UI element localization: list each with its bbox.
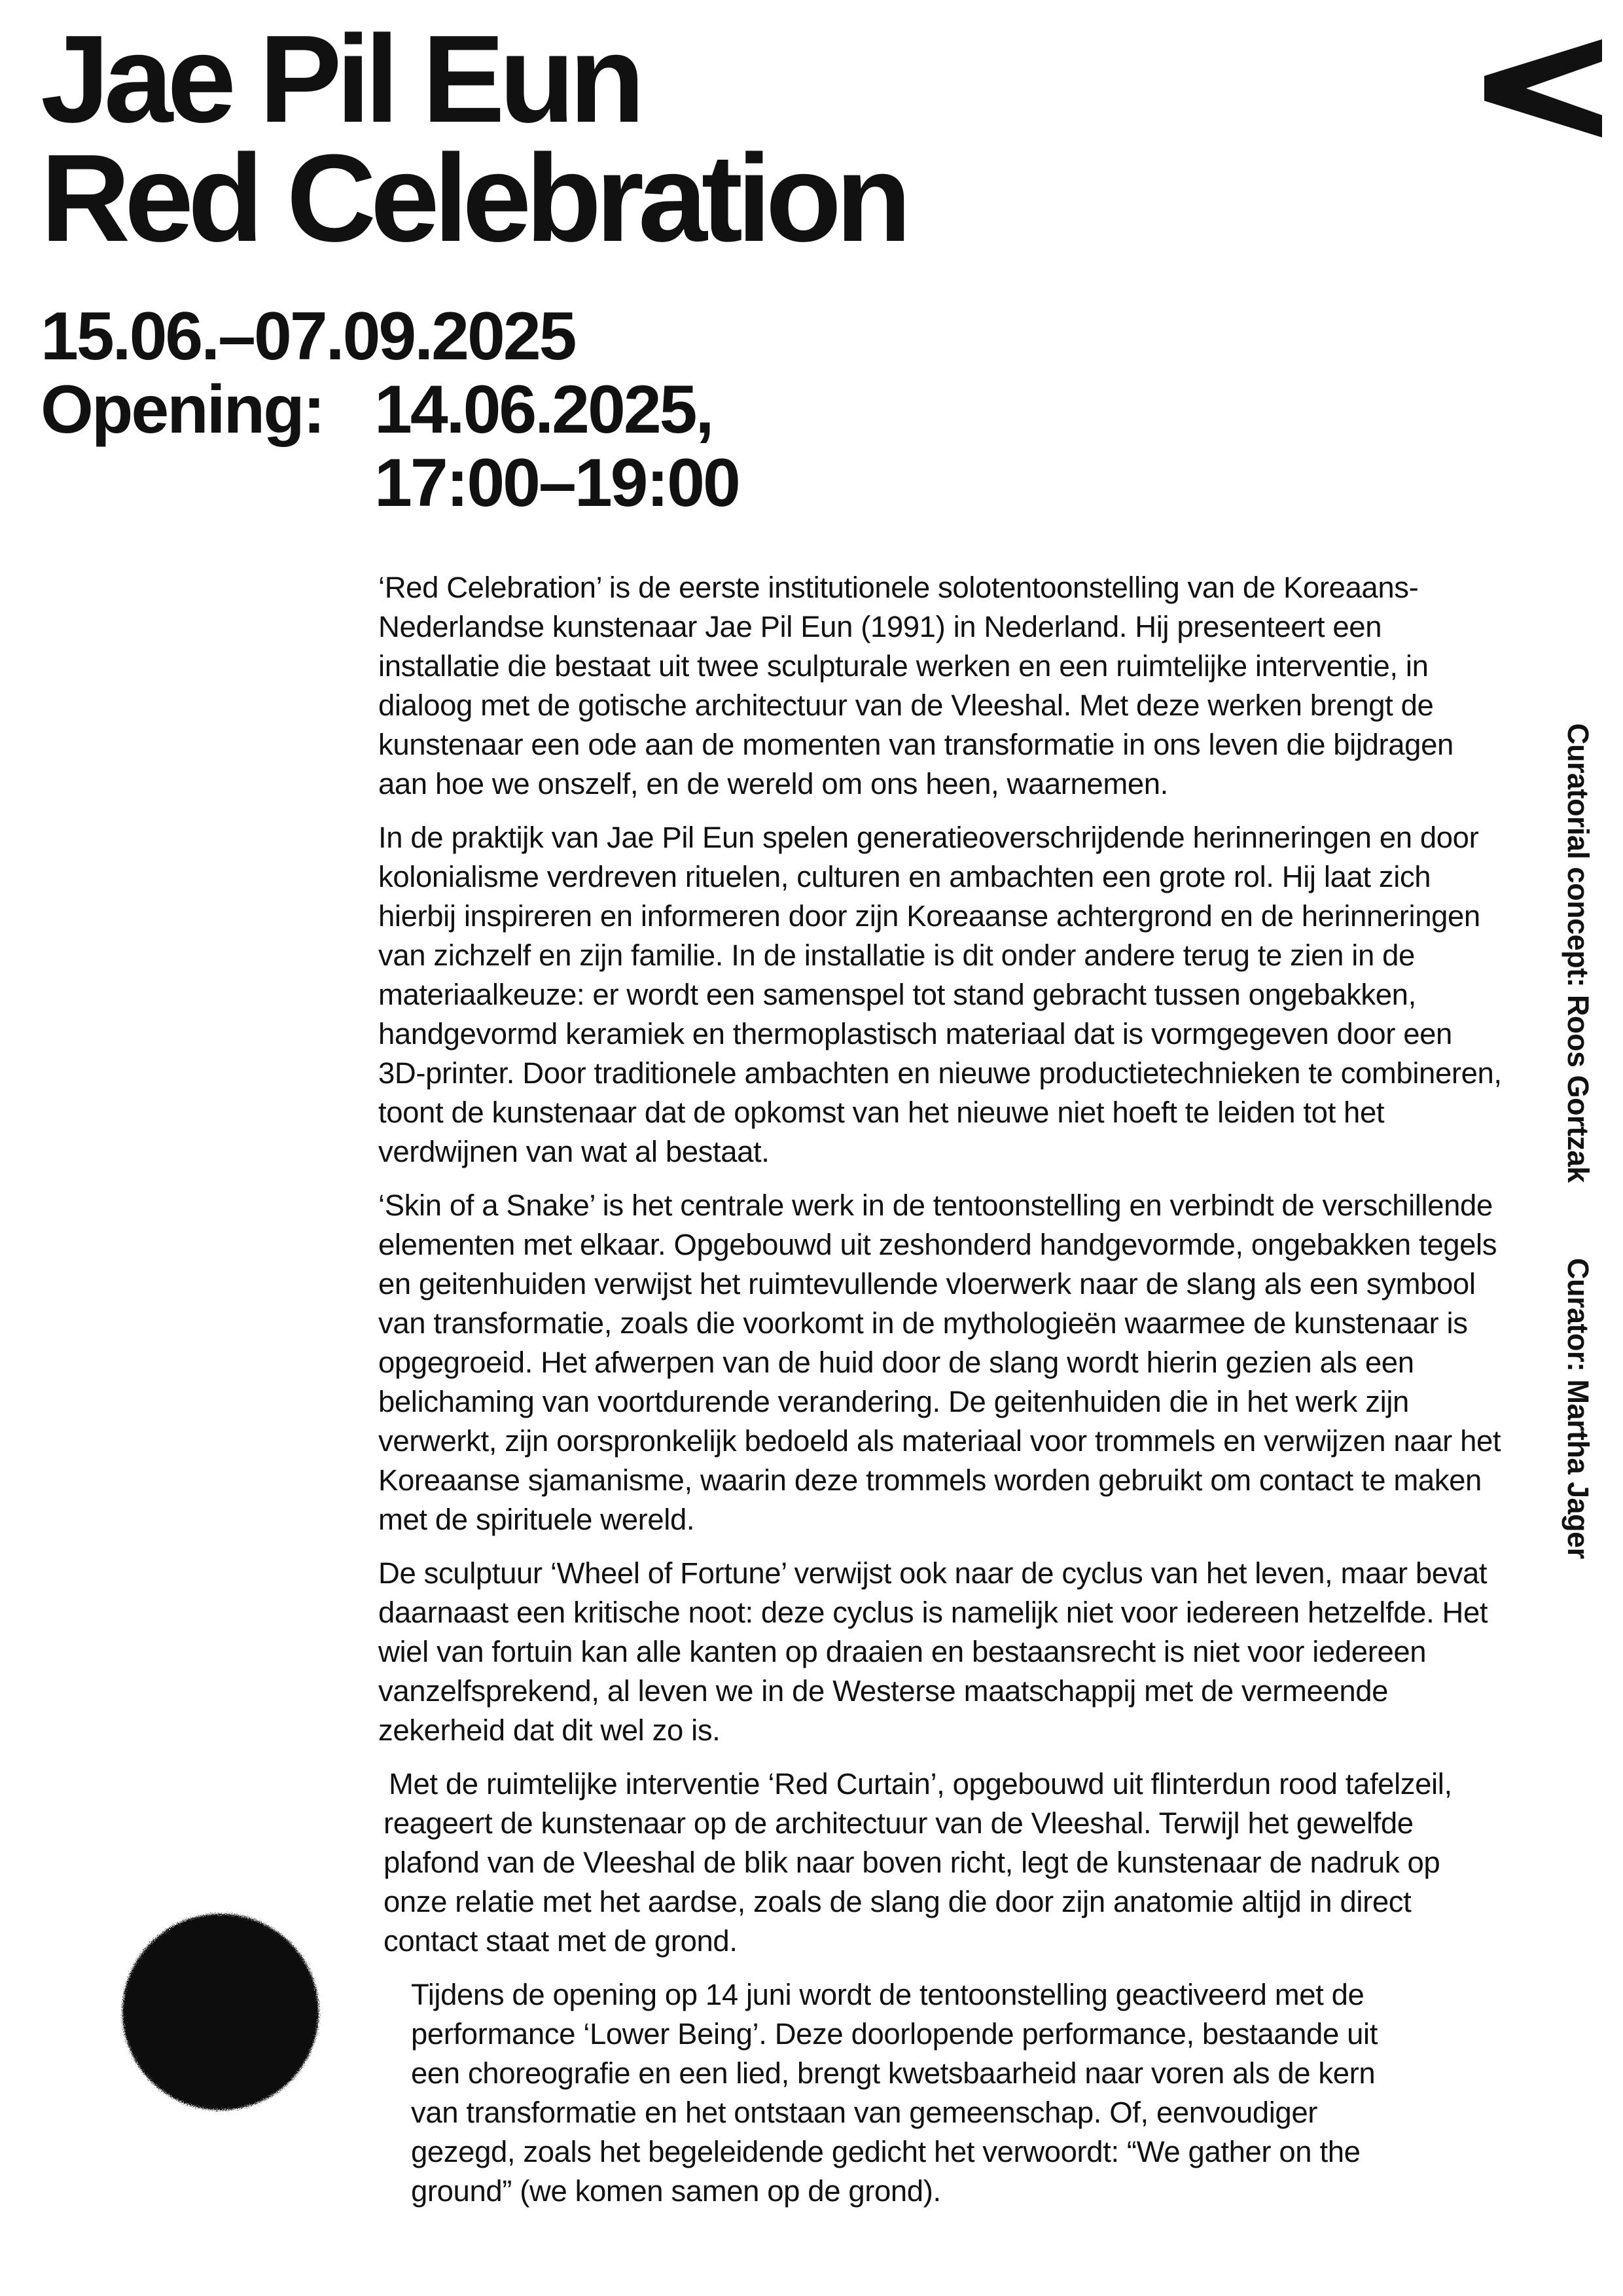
paragraph-opening-performance: Tijdens de opening op 14 juni wordt de tentoonstelling geactiveerd met de performance ‘Lower Being’. Deze doorlopende performance, bestaande uit een choreografie en een lied, brengt kwetsbaarheid naar voren als de kern van transformatie en het ontstaan van gemeenschap. Of, eenvoudiger gezegd, zoals het begeleidende gedicht het verwoordt: “We gather on the ground” (we komen samen op de grond). [411,1978,1378,2208]
curator-credit: Curator: Martha Jager [1561,1258,1595,1559]
page-title [41,10,906,268]
artist-name: Jae Pil Eun [41,10,639,149]
opening-label: Opening: [41,372,324,448]
paragraph-skin-of-a-snake: ‘Skin of a Snake’ is het centrale werk in de tentoonstelling en verbindt de verschillende elementen met elkaar. Opgebouwd uit zeshonderd handgevormde, ongebakken tegels en geitenhuiden verwijst het ruimtevullende vloerwerk naar de slang als een symbool van transformatie, zoals die voorkomt in de mythologieën waarmee de kunstenaar is opgegroeid. Het afwerpen van de huid door de slang wordt hierin gezien als een belichaming van voortdurende verandering. De geitenhuiden die in het werk zijn verwerkt, zijn oorspronkelijk bedoeld als materiaal voor trommels en verwijzen naar het Koreaanse sjamanisme, waarin deze trommels worden gebruikt om contact te maken met de spirituele wereld. [378,1189,1501,1536]
paragraph-red-curtain: Met de ruimtelijke interventie ‘Red Curtain’, opgebouwd uit flinterdun rood tafelzeil, reageert de kunstenaar op de architectuur van de Vleeshal. Terwijl het gewelfde plafond van de Vleeshal de blik naar boven richt, legt de kunstenaar de nadruk op onze relatie met het aardse, zoals de slang die door zijn anatomie altijd in direct contact staat met de grond. [383,1767,1452,1958]
exhibition-text [378,568,1504,2225]
exhibition-dates [41,300,739,520]
chevron-left-icon[interactable] [1484,39,1602,137]
exhibition-title: Red Celebration [41,129,906,268]
paragraph-intro: ‘Red Celebration’ is de eerste institutionele solotentoonstelling van de Koreaans-Nederlandse kunstenaar Jae Pil Eun (1991) in Nederland. Hij presenteert een installatie die bestaat uit twee sculpturale werken en een ruimtelijke interventie, in dialoog met de gotische architectuur van de Vleeshal. Met deze werken brengt de kunstenaar een ode aan de momenten van transformatie in ons leven die bijdragen aan hoe we onszelf, en de wereld om ons heen, waarnemen. [378,571,1454,800]
black-circle-icon [115,1906,327,2119]
paragraph-practice: In de praktijk van Jae Pil Eun spelen generatieoverschrijdende herinneringen en door kolonialisme verdreven rituelen, culturen en ambachten een grote rol. Hij laat zich hierbij inspireren en informeren door zijn Koreaanse achtergrond en de herinneringen van zichzelf en zijn familie. In de installatie is dit onder andere terug te zien in de materiaalkeuze: er wordt een samenspel tot stand gebracht tussen ongebakken, handgevormd keramiek en thermoplastisch materiaal dat is vormgegeven door een 3D-printer. Door traditionele ambachten en nieuwe productietechnieken te combineren, toont de kunstenaar dat de opkomst van het nieuwe niet hoeft te leiden tot het verdwijnen van wat al bestaat. [378,821,1502,1168]
curatorial-concept-credit: Curatorial concept: Roos Gortzak [1561,723,1595,1183]
date-range: 15.06.–07.09.2025 [41,298,575,374]
opening-date: 14.06.2025, [374,372,713,448]
paragraph-wheel-of-fortune: De sculptuur ‘Wheel of Fortune’ verwijst ook naar de cyclus van het leven, maar bevat daarnaast een kritische noot: deze cyclus is namelijk niet voor iedereen hetzelfde. Het wiel van fortuin kan alle kanten op draaien en bestaansrecht is niet voor iedereen vanzelfsprekend, al leven we in de Westerse maatschappij met de vermeende zekerheid dat dit wel zo is. [378,1556,1488,1747]
opening-time: 17:00–19:00 [374,445,739,521]
opening-row [41,373,739,446]
